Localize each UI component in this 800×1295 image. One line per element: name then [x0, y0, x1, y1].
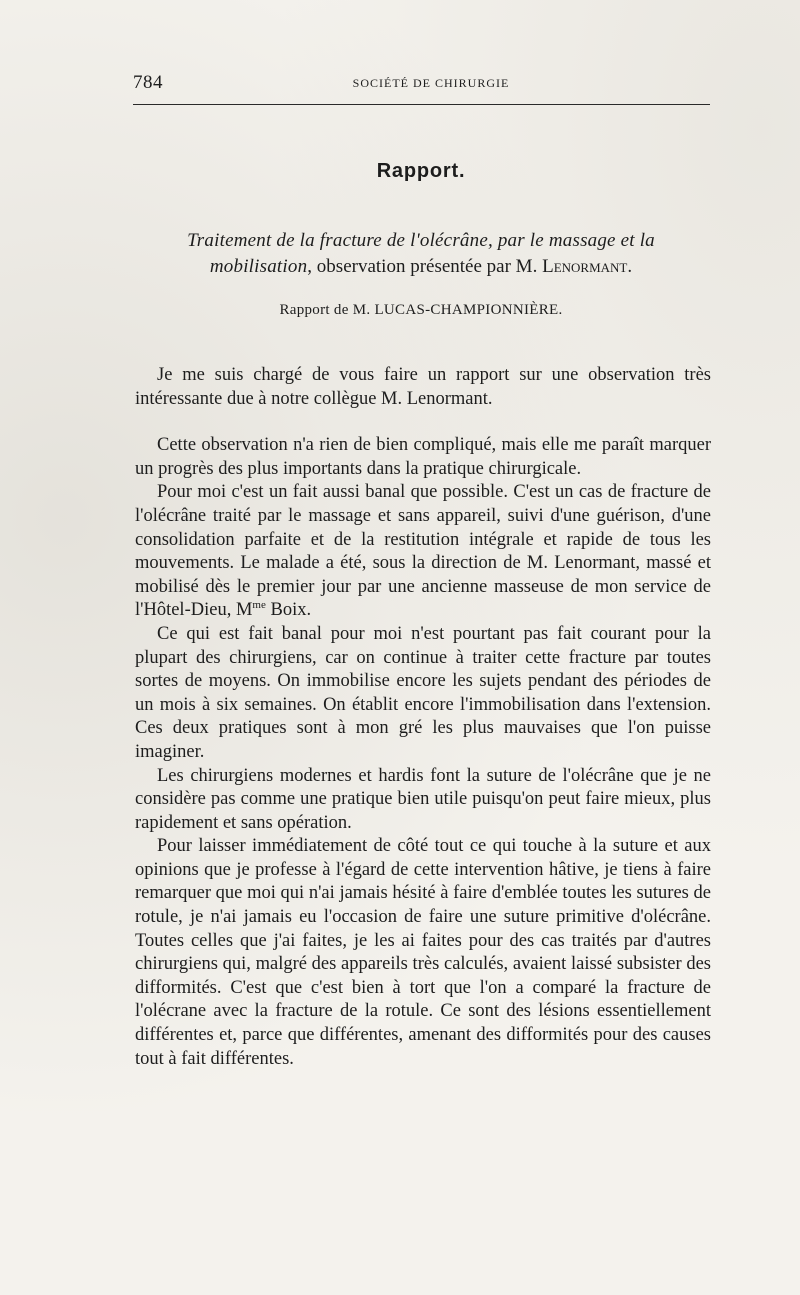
paragraph-5: Les chirurgiens modernes et hardis font la suture de l'olécrâne que je ne considère pas comme une pratique bien utile puisqu'on peut faire mieux, plus rapidement et sans opération.	[135, 765, 711, 833]
paragraph-2: Cette observation n'a rien de bien compliqué, mais elle me paraît marquer un progrès des plus importants dans la pratique chirurgicale.	[135, 435, 711, 479]
header-rule	[133, 104, 710, 105]
report-title-italic-line-1: Traitement de la fracture de l'olécrâne, par le massage et la	[187, 230, 655, 251]
paragraph-1: Je me suis chargé de vous faire un rapport sur une observation très intéressante due à notre collègue M. Lenormant.	[135, 365, 711, 409]
report-title-italic-line-2: mobilisation	[209, 256, 308, 277]
body-text	[135, 364, 711, 1071]
paragraph-4: Ce qui est fait banal pour moi n'est pourtant pas fait courant pour la plupart des chirurgiens, car on continue à traiter cette fracture par toutes sortes de moyens. On immobilise encore les sujets pendant des périodes de un mois à six semaines. On établit encore l'immobilisation dans l'extension. Ces deux pratiques sont à mon gré les plus mauvaises que l'on puisse imaginer.	[135, 623, 711, 762]
paragraph-3-superscript: me	[252, 599, 266, 612]
paragraph-3-end: Boix.	[265, 600, 312, 621]
page-number: 784	[133, 72, 163, 93]
running-head: SOCIÉTÉ DE CHIRURGIE	[352, 76, 510, 90]
report-byline: Rapport de M. LUCAS-CHAMPIONNIÈRE.	[279, 302, 563, 318]
report-title-plain: , observation présentée par M.	[307, 256, 543, 277]
report-title-author: Lenormant	[542, 256, 628, 277]
paragraph-3	[135, 481, 711, 623]
paragraph-3-text: Pour moi c'est un fait aussi banal que possible. C'est un cas de fracture de l'olécrâne traité par le massage et sans appareil, suivi d'une guérison, d'une consolidation parfaite et de la restitution intégrale et rapide de tous les mouvements. Le malade a été, sous la direction de M. Lenormant, massé et mobilisé dès le premier jour par une ancienne masseuse de mon service de l'Hôtel-Dieu, M	[135, 482, 711, 621]
report-title	[133, 228, 709, 280]
paragraph-6: Pour laisser immédiatement de côté tout ce qui touche à la suture et aux opinions que je professe à l'égard de cette intervention hâtive, je tiens à faire remarquer que moi qui n'ai jamais hésité à faire d'emblée toutes les sutures de rotule, je n'ai jamais eu l'occasion de faire une suture primitive d'olécrâne. Toutes celles que j'ai faites, je les ai faites pour des cas traités par d'autres chirurgiens qui, malgré des appareils très calculés, avaient laissé subsister des difformités. C'est que c'est bien à tort que l'on a comparé la fracture de l'olécrane avec la fracture de la rotule. Ce sont des lésions essentiellement différentes et, parce que différentes, amenant des difformités pour des causes tout à fait différentes.	[135, 836, 711, 1069]
section-title: Rapport.	[376, 160, 466, 182]
report-title-end: .	[627, 256, 633, 277]
page-header	[133, 70, 709, 100]
